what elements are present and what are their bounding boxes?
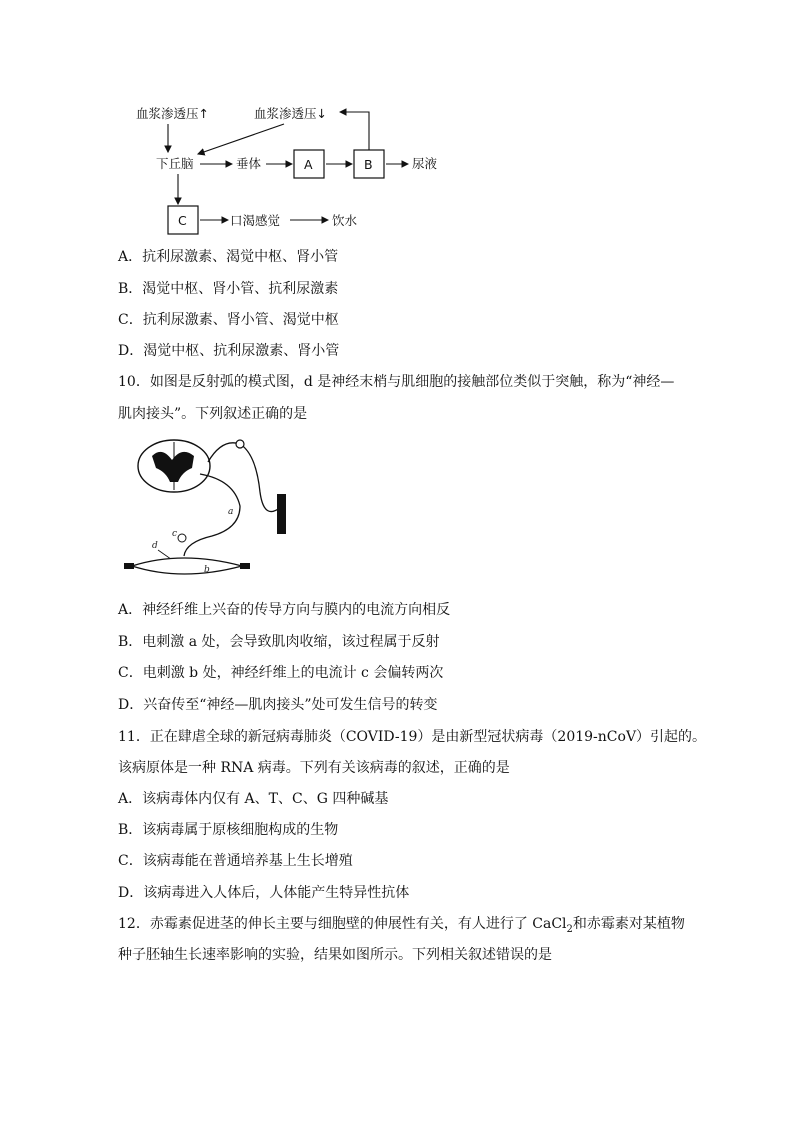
q9-option-a[interactable]: A．抗利尿激素、渴觉中枢、肾小管: [118, 249, 339, 265]
water-balance-diagram: [132, 98, 462, 238]
q11-option-b[interactable]: B．该病毒属于原核细胞构成的生物: [118, 822, 339, 838]
thirst-label: 口渴感觉: [230, 213, 281, 228]
q12-stem-pre: 12．赤霉素促进茎的伸长主要与细胞壁的伸展性有关，有人进行了 CaCl: [118, 916, 567, 932]
q9-option-c[interactable]: C．抗利尿激素、肾小管、渴觉中枢: [118, 312, 339, 328]
q12-stem-line2: 种子胚轴生长速率影响的实验，结果如图所示。下列相关叙述错误的是: [118, 947, 552, 963]
q11-stem-line2: 该病原体是一种 RNA 病毒。下列有关该病毒的叙述，正确的是: [118, 760, 510, 776]
q11-option-a[interactable]: A．该病毒体内仅有 A、T、C、G 四种碱基: [118, 791, 389, 807]
box-b-label: B: [364, 157, 373, 172]
q12-stem-line1: [118, 914, 685, 940]
muscle: [132, 558, 242, 574]
q9-option-b[interactable]: B．渴觉中枢、肾小管、抗利尿激素: [118, 281, 339, 297]
hypothalamus-label: 下丘脑: [156, 156, 194, 171]
q10-option-c[interactable]: C．电刺激 b 处，神经纤维上的电流计 c 会偏转两次: [118, 665, 444, 681]
ganglion: [236, 440, 244, 448]
label-a: a: [228, 507, 234, 517]
q11-stem-line1: 11．正在肆虐全球的新冠病毒肺炎（COVID-19）是由新型冠状病毒（2019-nCoV）引起的。: [118, 729, 707, 745]
tendon-left: [124, 563, 134, 569]
tendon-right: [240, 563, 250, 569]
receptor: [277, 494, 286, 534]
afferent-fiber: [208, 443, 282, 512]
galvanometer-c: [178, 534, 186, 542]
q10-stem-line2: 肌肉接头”。下列叙述正确的是: [118, 406, 308, 422]
q11-option-d[interactable]: D．该病毒进入人体后，人体能产生特异性抗体: [118, 885, 410, 901]
label-c: c: [172, 529, 178, 539]
urine-label: 尿液: [412, 156, 438, 171]
reflex-arc-figure: [122, 432, 302, 580]
pituitary-label: 垂体: [236, 156, 262, 171]
arrow-down-to-hypothalamus: [198, 124, 284, 154]
q10-stem-line1: 10．如图是反射弧的模式图，d 是神经末梢与肌细胞的接触部位类似于突触，称为“神经—: [118, 374, 675, 390]
q10-option-d[interactable]: D．兴奋传至“神经—肌肉接头”处可发生信号的转变: [118, 697, 438, 713]
q11-option-c[interactable]: C．该病毒能在普通培养基上生长增殖: [118, 853, 353, 869]
q10-option-a[interactable]: A．神经纤维上兴奋的传导方向与膜内的电流方向相反: [118, 602, 451, 618]
q9-option-d[interactable]: D．渴觉中枢、抗利尿激素、肾小管: [118, 343, 340, 359]
box-a-label: A: [304, 157, 313, 172]
q12-stem-sub: 2: [566, 923, 573, 935]
drink-label: 饮水: [332, 213, 358, 228]
label-b: b: [204, 565, 210, 575]
plasma-osmotic-up-label: 血浆渗透压↑: [136, 106, 209, 121]
q12-stem-post: 和赤霉素对某植物: [572, 916, 685, 932]
plasma-osmotic-down-label: 血浆渗透压↓: [254, 106, 327, 121]
arrow-b-feedback: [340, 112, 369, 150]
q10-option-b[interactable]: B．电刺激 a 处，会导致肌肉收缩，该过程属于反射: [118, 634, 440, 650]
box-c-label: C: [178, 213, 187, 228]
label-d: d: [152, 541, 158, 551]
